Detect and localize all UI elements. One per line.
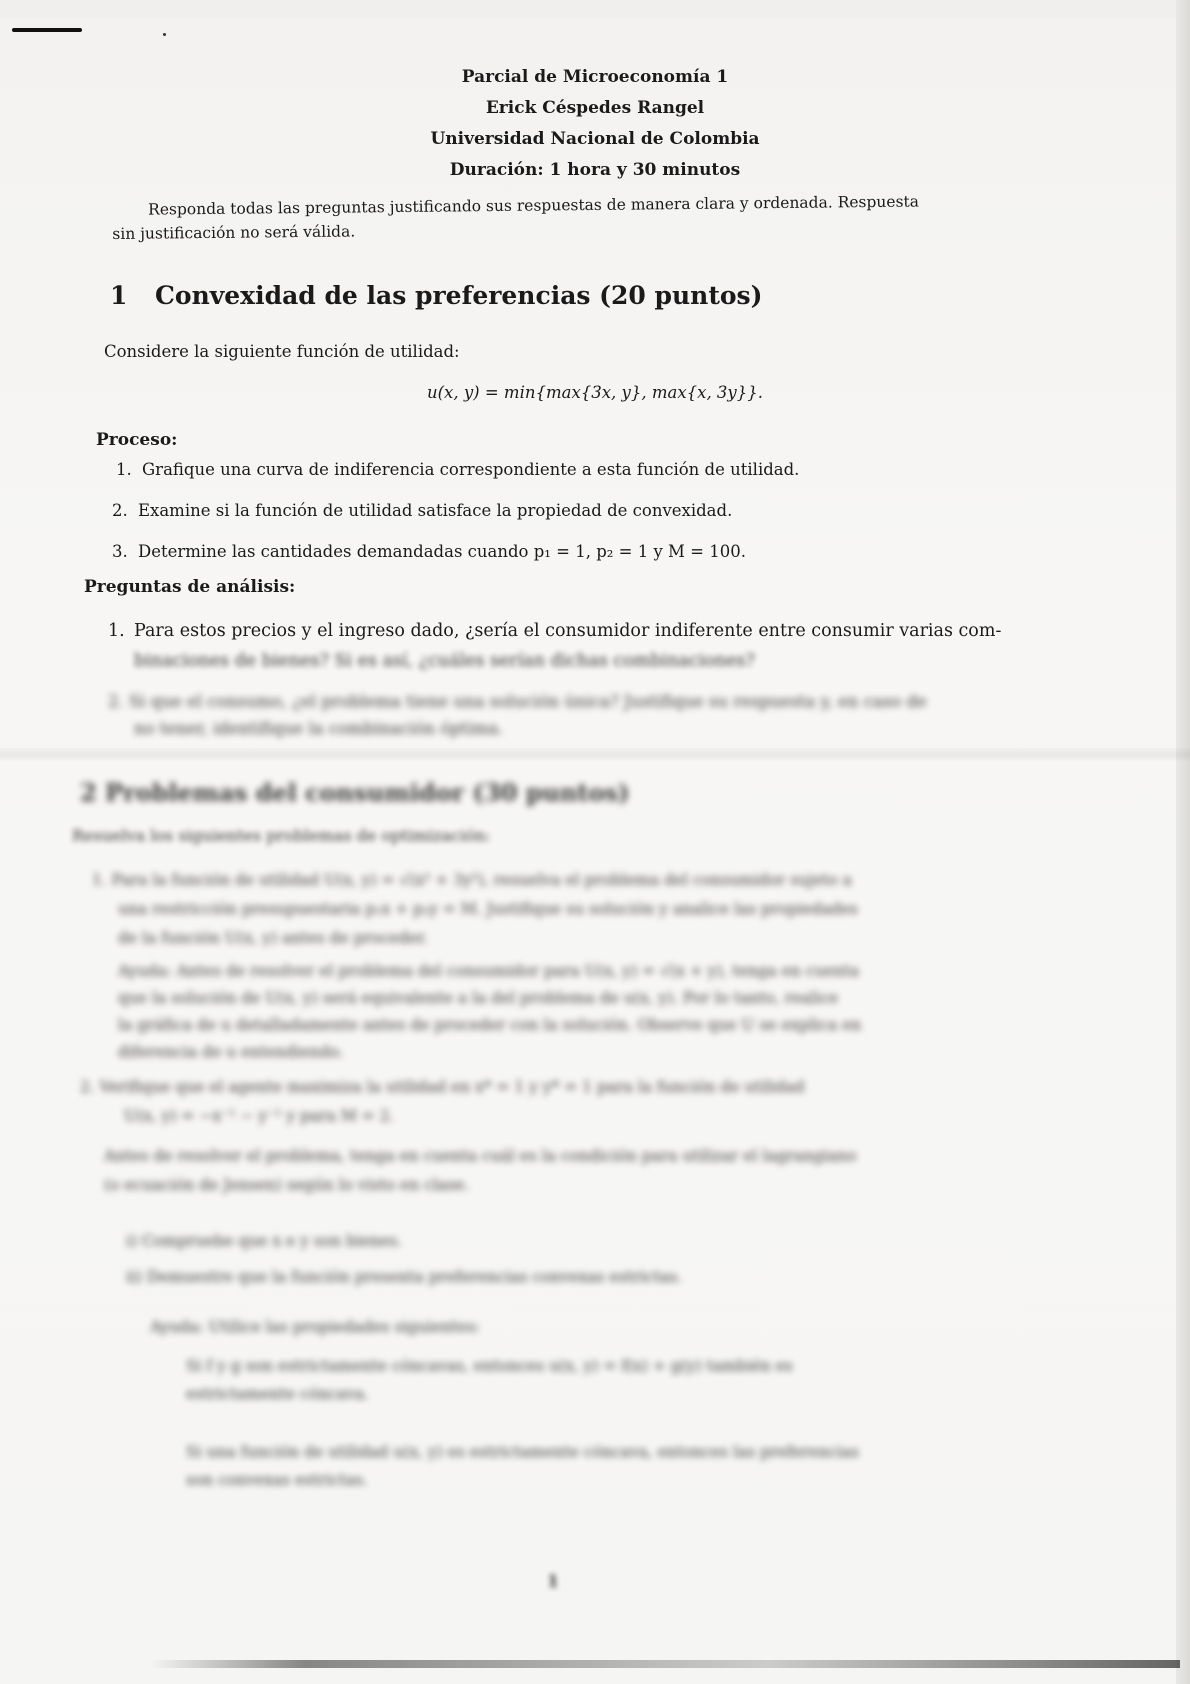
section-2-item-2-note: [104, 1142, 1044, 1200]
ayuda-line: estrictamente cóncava.: [186, 1385, 369, 1403]
ayuda-line: Si f y g son estrictamente cóncavas, entonces u(x, y) = f(x) + g(y) también es: [186, 1357, 793, 1375]
exam-author: Erick Céspedes Rangel: [485, 98, 705, 118]
ayuda-block-3: [186, 1438, 1006, 1494]
section-2-item-1-line: de la función U(x, y) antes de proceder.: [118, 929, 428, 947]
ayuda-line: que la solución de U(x, y) será equivalente a la del problema de u(x, y). Por lo tanto, realice: [118, 989, 839, 1007]
proceso-item-number: 1.: [116, 460, 132, 479]
section-2-item-1: [92, 866, 1032, 953]
photo-top-strip: [0, 0, 1190, 18]
proceso-item-number: 3.: [112, 542, 128, 561]
proceso-item-text: Examine si la función de utilidad satisface la propiedad de convexidad.: [138, 501, 733, 520]
exam-duration: Duración: 1 hora y 30 minutos: [449, 160, 741, 180]
analisis-item-2: [108, 688, 1058, 742]
utility-formula: u(x, y) = min{max{3x, y}, max{x, 3y}}.: [426, 383, 763, 402]
page-number: 1: [547, 1572, 559, 1592]
section-2-item-2: [80, 1073, 1040, 1131]
paper-fold: [0, 748, 1190, 762]
section-1-heading: [110, 281, 762, 310]
photo-bottom-shadow: [150, 1660, 1180, 1668]
analisis-item-1-line-2: binaciones de bienes? Si es así, ¿cuáles serían dichas combinaciones?: [134, 651, 755, 671]
section-1-intro: Considere la siguiente función de utilidad:: [104, 342, 460, 361]
analisis-item-2-line-1: 2. Si que el consumo, ¿el problema tiene una solución única? Justifique su respuesta y, en caso de: [108, 692, 927, 711]
ayuda-line: Ayuda: Antes de resolver el problema del consumidor para U(x, y) = √(x + y), tenga en cuenta: [118, 962, 860, 980]
exam-header: [0, 62, 1190, 186]
note-line: Antes de resolver el problema, tenga en cuenta cuál es la condición para utilizar el lagrangiano: [104, 1147, 857, 1165]
ayuda-2-label: Ayuda: Utilice las propiedades siguientes:: [150, 1318, 481, 1336]
ayuda-line: son convexas estrictas.: [186, 1471, 368, 1489]
proceso-item-text: Determine las cantidades demandadas cuando p₁ = 1, p₂ = 1 y M = 100.: [138, 542, 746, 561]
ayuda-line: Si una función de utilidad u(x, y) es estrictamente cóncava, entonces las preferencias: [186, 1443, 859, 1461]
ink-dot: [163, 33, 166, 36]
proceso-item-number: 2.: [112, 501, 128, 520]
section-1-number: 1: [110, 281, 128, 310]
exam-institution: Universidad Nacional de Colombia: [430, 129, 760, 149]
section-2-heading: 2 Problemas del consumidor (30 puntos): [80, 778, 630, 807]
sub-item: ii) Demuestre que la función presenta preferencias convexas estrictas.: [126, 1268, 683, 1286]
instructions: [112, 188, 1052, 246]
section-2-item-1-line: 1. Para la función de utilidad U(x, y) = √(x² + 3y²), resuelva el problema del consumidor sujeto a: [92, 871, 852, 889]
section-1-title: Convexidad de las preferencias (20 puntos): [155, 281, 763, 310]
analisis-item-number: 1.: [108, 621, 125, 641]
instructions-line-1: Responda todas las preguntas justificando sus respuestas de manera clara y ordenada. Respuesta: [148, 192, 920, 219]
proceso-label: Proceso:: [96, 430, 178, 450]
proceso-item-3: [112, 542, 746, 561]
sub-items: [126, 1223, 926, 1295]
exam-title: Parcial de Microeconomía 1: [461, 67, 729, 87]
sub-item: i) Compruebe que x e y son bienes.: [126, 1232, 403, 1250]
ayuda-line: la gráfica de u detalladamente antes de proceder con la solución. Observe que U se explica en: [118, 1016, 862, 1034]
ayuda-line: diferencia de u entendiendo.: [118, 1043, 344, 1061]
paper-edge-shadow: [1176, 0, 1190, 1684]
proceso-item-text: Grafique una curva de indiferencia correspondiente a esta función de utilidad.: [142, 460, 800, 479]
section-2-item-1-line: una restricción presupuestaria p₁x + p₂y = M. Justifique su solución y analice las propiedades: [118, 900, 858, 918]
instructions-line-2: sin justificación no será válida.: [112, 222, 356, 243]
analisis-item-2-line-2: no tener, identifique la combinación óptima.: [134, 719, 504, 738]
proceso-item-1: [116, 460, 799, 479]
corner-pen-mark: [12, 28, 82, 32]
analisis-item-1: [108, 616, 1048, 676]
ayuda-block-2: [186, 1352, 1006, 1408]
proceso-item-2: [112, 501, 732, 520]
section-2-item-2-line: U(x, y) = −x⁻¹ − y⁻¹ y para M = 2.: [124, 1107, 395, 1125]
analisis-label: Preguntas de análisis:: [84, 577, 296, 597]
ayuda-block-1: [118, 958, 1038, 1066]
analisis-item-1-line-1: Para estos precios y el ingreso dado, ¿sería el consumidor indiferente entre consumir varias com-: [134, 621, 1002, 641]
section-2-intro: Resuelva los siguientes problemas de optimización:: [72, 826, 491, 845]
section-2-item-2-line: 2. Verifique que el agente maximiza la utilidad en x* = 1 y y* = 1 para la función de utilidad: [80, 1078, 805, 1096]
note-line: (o ecuación de Jensen) según lo visto en clase.: [104, 1176, 470, 1194]
